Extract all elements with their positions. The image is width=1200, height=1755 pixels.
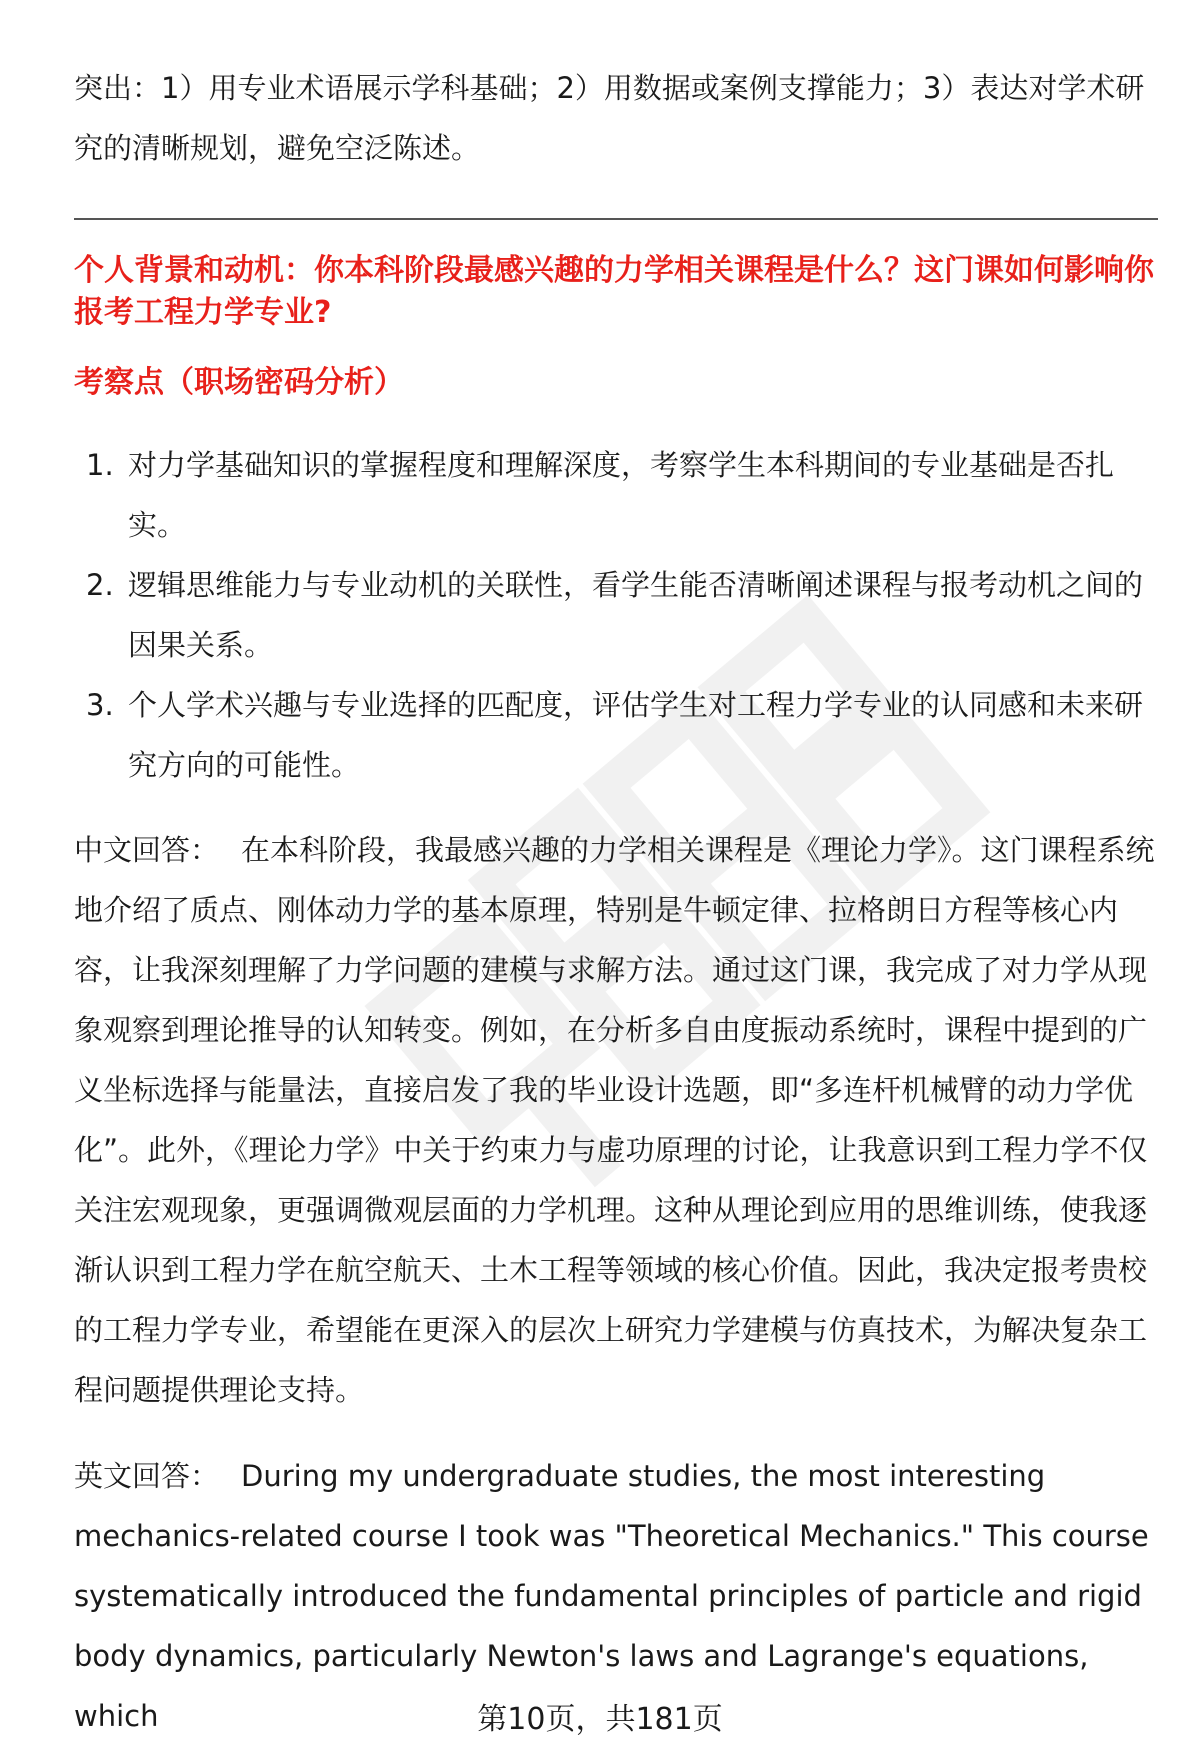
list-item <box>74 555 1158 675</box>
list-item-text: 逻辑思维能力与专业动机的关联性，看学生能否清晰阐述课程与报考动机之间的因果关系。 <box>128 568 1144 662</box>
list-item <box>74 435 1158 555</box>
english-answer-label: 英文回答： <box>74 1459 220 1493</box>
chinese-answer-text: 在本科阶段，我最感兴趣的力学相关课程是《理论力学》。这门课程系统地介绍了质点、刚体动力学的基本原理，特别是牛顿定律、拉格朗日方程等核心内容，让我深刻理解了力学问题的建模与求解方法。通过这门课，我完成了对力学从现象观察到理论推导的认知转变。例如，在分析多自由度振动系统时，课程中提到的广义坐标选择与能量法，直接启发了我的毕业设计选题，即“多连杆机械臂的动力学优化”。此外，《理论力学》中关于约束力与虚功原理的讨论，让我意识到工程力学不仅关注宏观现象，更强调微观层面的力学机理。这种从理论到应用的思维训练，使我逐渐认识到工程力学在航空航天、土木工程等领域的核心价值。因此，我决定报考贵校的工程力学专业，希望能在更深入的层次上研究力学建模与仿真技术，为解决复杂工程问题提供理论支持。 <box>74 833 1155 1407</box>
page-number-footer: 第10页，共181页 <box>477 1702 723 1737</box>
chinese-answer-label: 中文回答： <box>74 833 220 867</box>
list-item-text: 对力学基础知识的掌握程度和理解深度，考察学生本科期间的专业基础是否扎实。 <box>128 448 1115 542</box>
assessment-subtitle: 考察点（职场密码分析） <box>74 365 404 400</box>
section-divider <box>74 218 1158 220</box>
list-item-number: 3. <box>86 688 114 722</box>
list-item <box>74 675 1158 795</box>
chinese-answer-paragraph <box>74 820 1164 1420</box>
question-title: 个人背景和动机：你本科阶段最感兴趣的力学相关课程是什么？这门课如何影响你报考工程力学专业? <box>74 253 1154 330</box>
assessment-points-list <box>74 435 1158 795</box>
list-item-number: 2. <box>86 568 114 602</box>
list-item-text: 个人学术兴趣与专业选择的匹配度，评估学生对工程力学专业的认同感和未来研究方向的可能性。 <box>128 688 1144 782</box>
english-answer-text: During my undergraduate studies, the most interesting mechanics-related course I took was "Theoretical Mechanics." This course systematically introduced the fundamental principles of particle and rigid body dynamics, particularly Newton's laws and Lagrange's equations, which <box>74 1459 1149 1733</box>
intro-paragraph: 突出：1）用专业术语展示学科基础；2）用数据或案例支撑能力；3）表达对学术研究的清晰规划，避免空泛陈述。 <box>74 71 1145 165</box>
list-item-number: 1. <box>86 448 114 482</box>
